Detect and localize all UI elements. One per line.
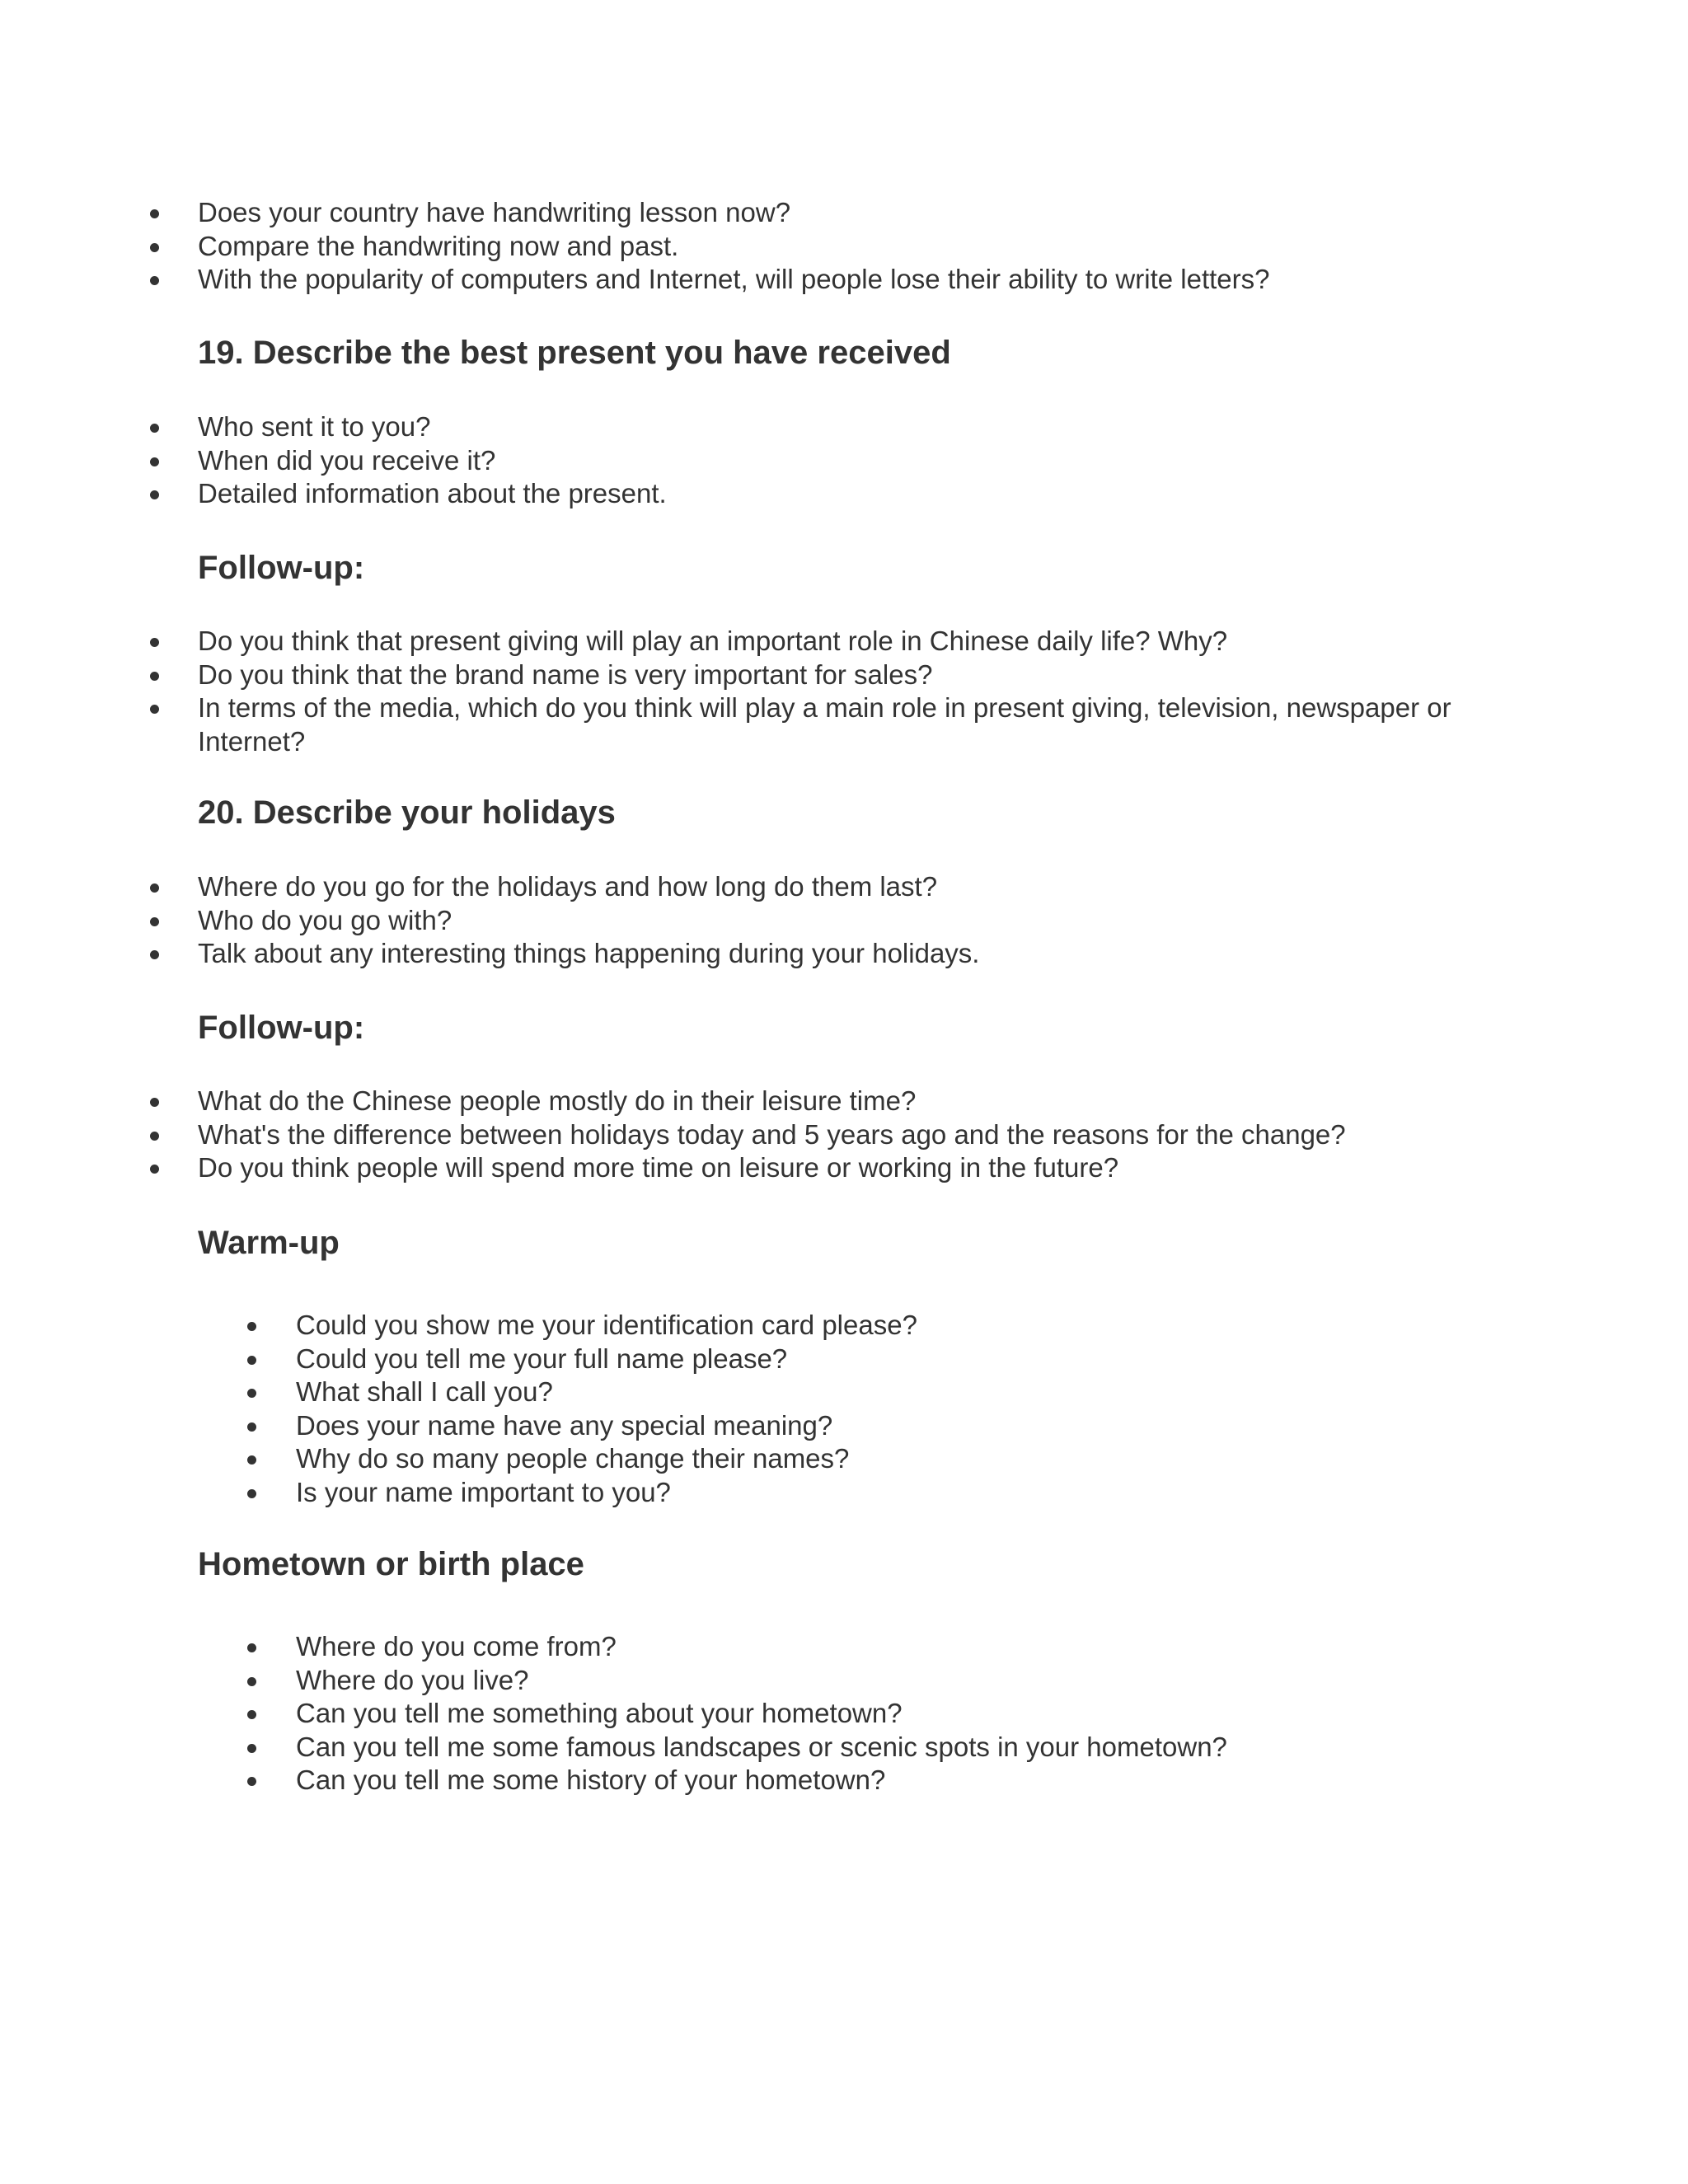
bullet-icon [150, 490, 159, 499]
list-item [0, 1151, 1500, 1185]
list-item [0, 263, 1500, 297]
list-item-text: Where do you come from? [296, 1631, 617, 1661]
bullet-icon [150, 1132, 159, 1141]
list-item-text: Where do you live? [296, 1664, 529, 1695]
bullet-icon [150, 424, 159, 433]
list-item [0, 1764, 1499, 1797]
list-item [0, 870, 1500, 904]
bullet-icon [150, 883, 159, 893]
bullet-icon [150, 950, 159, 959]
list-item [0, 691, 1500, 758]
list-item-text: Compare the handwriting now and past. [198, 230, 679, 261]
list-item [0, 1118, 1500, 1152]
list-item-text: What's the difference between holidays today and 5 years ago and the reasons for the change? [198, 1118, 1346, 1150]
list-item-text: Can you tell me something about your hometown? [296, 1698, 903, 1728]
list-item-text: What do the Chinese people mostly do in their leisure time? [198, 1085, 917, 1116]
list-item [0, 230, 1500, 264]
list-item-text: Talk about any interesting things happening during your holidays. [198, 938, 980, 968]
list-item-text: Does your name have any special meaning? [296, 1409, 833, 1441]
list-item-text: Could you show me your identification card please? [296, 1310, 917, 1340]
list-item [0, 1476, 1499, 1510]
bullet-icon [247, 1322, 256, 1331]
bullet-icon [247, 1489, 256, 1498]
bullet-icon [247, 1677, 256, 1686]
list-item [0, 1343, 1499, 1376]
list-item [0, 937, 1500, 971]
section-19-prompt-list [0, 410, 1500, 511]
hometown-title: Hometown or birth place [198, 1546, 584, 1582]
list-item-text: Do you think people will spend more time on leisure or working in the future? [198, 1152, 1119, 1183]
list-item-text: With the popularity of computers and Internet, will people lose their ability to write letters? [198, 264, 1270, 294]
bullet-icon [150, 1165, 159, 1174]
list-item [0, 444, 1500, 478]
bullet-icon [150, 209, 159, 218]
list-item [0, 625, 1500, 658]
section-20-followup-title: Follow-up: [198, 1010, 365, 1046]
list-item-text: Is your name important to you? [296, 1476, 671, 1507]
section-19-followup-title: Follow-up: [198, 550, 365, 586]
list-item-text: Does your country have handwriting lesson now? [198, 197, 791, 227]
list-item [0, 1697, 1499, 1731]
bullet-icon [150, 1098, 159, 1107]
bullet-icon [247, 1744, 256, 1753]
bullet-icon [247, 1777, 256, 1786]
warmup-title: Warm-up [198, 1225, 340, 1261]
list-item-text: Can you tell me some history of your hometown? [296, 1765, 886, 1795]
list-item [0, 1664, 1499, 1698]
hometown-question-list [0, 1630, 1499, 1797]
list-item [0, 410, 1500, 444]
section-19-title: 19. Describe the best present you have received [198, 335, 951, 371]
list-item-text: Do you think that the brand name is very important for sales? [198, 658, 933, 690]
list-item [0, 1731, 1499, 1765]
bullet-icon [247, 1389, 256, 1398]
list-item-text: What shall I call you? [296, 1376, 553, 1407]
section-19-followup-list [0, 625, 1500, 758]
list-item [0, 196, 1500, 230]
bullet-icon [150, 705, 159, 714]
list-item [0, 1630, 1499, 1664]
list-item-text: Could you tell me your full name please? [296, 1343, 788, 1374]
list-item-text: In terms of the media, which do you think will play a main role in present giving, television, newspaper or Internet? [198, 692, 1451, 757]
list-item-text: Can you tell me some famous landscapes or scenic spots in your hometown? [296, 1731, 1227, 1762]
list-item [0, 658, 1500, 692]
bullet-icon [247, 1422, 256, 1432]
list-item-text: Who sent it to you? [198, 411, 431, 442]
section-20-followup-list [0, 1085, 1500, 1185]
bullet-icon [247, 1356, 256, 1365]
bullet-icon [150, 457, 159, 466]
list-item [0, 1442, 1499, 1476]
bullet-icon [150, 638, 159, 647]
intro-question-list [0, 196, 1500, 297]
bullet-icon [247, 1643, 256, 1652]
list-item [0, 1409, 1499, 1443]
list-item [0, 1376, 1499, 1409]
bullet-icon [150, 243, 159, 252]
list-item-text: Detailed information about the present. [198, 478, 667, 509]
warmup-question-list [0, 1309, 1499, 1509]
list-item-text: When did you receive it? [198, 444, 496, 476]
bullet-icon [150, 276, 159, 285]
bullet-icon [247, 1455, 256, 1465]
list-item [0, 904, 1500, 938]
list-item [0, 1085, 1500, 1118]
bullet-icon [247, 1710, 256, 1719]
list-item-text: Do you think that present giving will play an important role in Chinese daily life? Why? [198, 626, 1228, 656]
list-item [0, 1309, 1499, 1343]
bullet-icon [150, 917, 159, 926]
list-item-text: Who do you go with? [198, 904, 452, 935]
bullet-icon [150, 672, 159, 681]
list-item-text: Why do so many people change their names? [296, 1443, 850, 1474]
section-20-title: 20. Describe your holidays [198, 794, 616, 831]
section-20-prompt-list [0, 870, 1500, 971]
list-item [0, 477, 1500, 511]
list-item-text: Where do you go for the holidays and how long do them last? [198, 871, 938, 902]
